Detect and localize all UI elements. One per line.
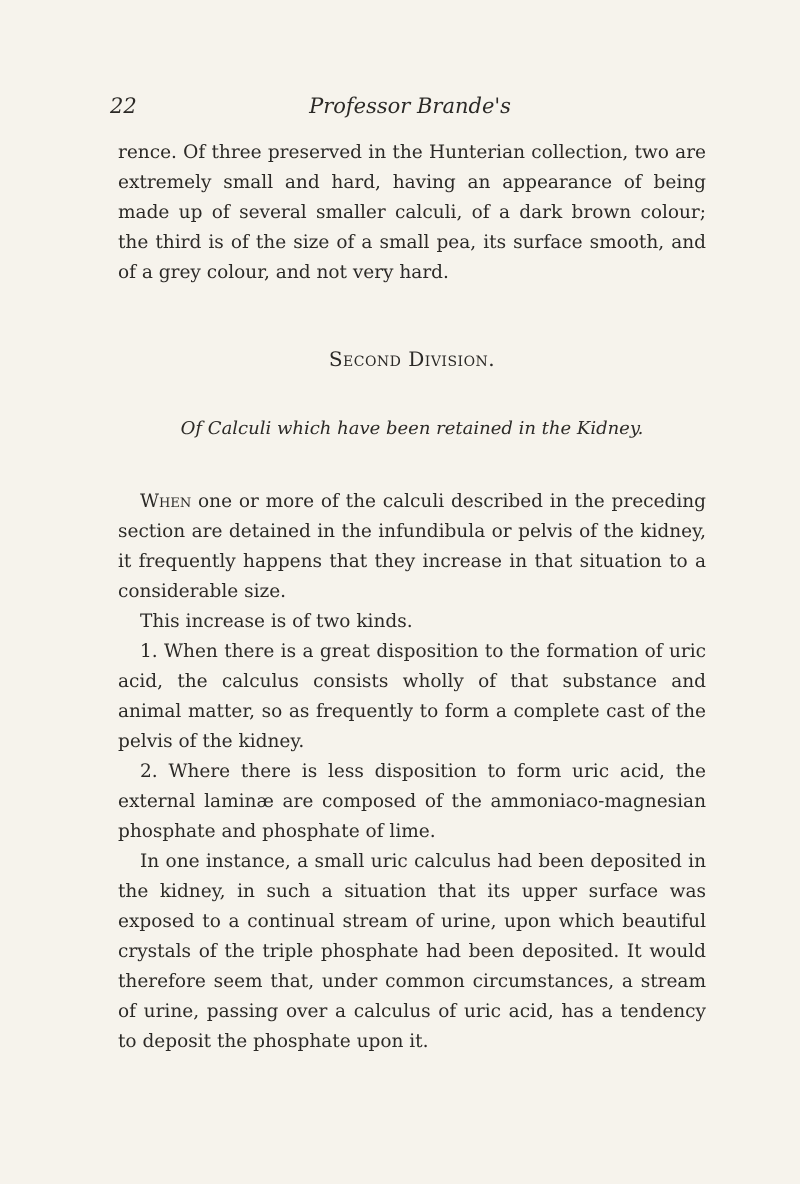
paragraph-2-text: one or more of the calculi described in the preceding section are detained in the infundibula or pelvis of the kidney, it frequently happens that they increase in that situation to a considerable size. bbox=[118, 491, 706, 602]
paragraph-2-lead-word: When bbox=[140, 491, 192, 512]
running-title: Professor Brande's bbox=[309, 94, 511, 118]
paragraph-3: This increase is of two kinds. bbox=[140, 611, 413, 632]
paragraph-2 bbox=[118, 487, 706, 607]
page-number: 22 bbox=[110, 94, 137, 118]
paragraph-4: 1. When there is a great disposition to the formation of uric acid, the calculus consists wholly of that substance and animal matter, so as frequently to form a complete cast of the pelvis of the kidney. bbox=[118, 641, 706, 752]
section-heading: Second Division. bbox=[328, 347, 496, 371]
paragraph-continuation bbox=[118, 138, 706, 288]
running-head bbox=[110, 94, 710, 124]
paragraph-6: In one instance, a small uric calculus had been deposited in the kidney, in such a situation that its upper surface was exposed to a continual stream of urine, upon which beautiful crystals of the triple phosphate had been deposited. It would therefore seem that, under common circumstances, a stream of urine, passing over a calculus of uric acid, has a tendency to deposit the phosphate upon it. bbox=[118, 851, 706, 1052]
paragraph-5: 2. Where there is less disposition to form uric acid, the external laminæ are composed of the ammoniaco-magnesian phosphate and phosphate of lime. bbox=[118, 761, 706, 842]
section-subtitle: Of Calculi which have been retained in the Kidney. bbox=[180, 418, 644, 439]
section-body bbox=[118, 487, 706, 1057]
paragraph-1: rence. Of three preserved in the Hunterian collection, two are extremely small and hard, having an appearance of being made up of several smaller calculi, of a dark brown colour; the third is of the size of a small pea, its surface smooth, and of a grey colour, and not very hard. bbox=[118, 142, 706, 283]
